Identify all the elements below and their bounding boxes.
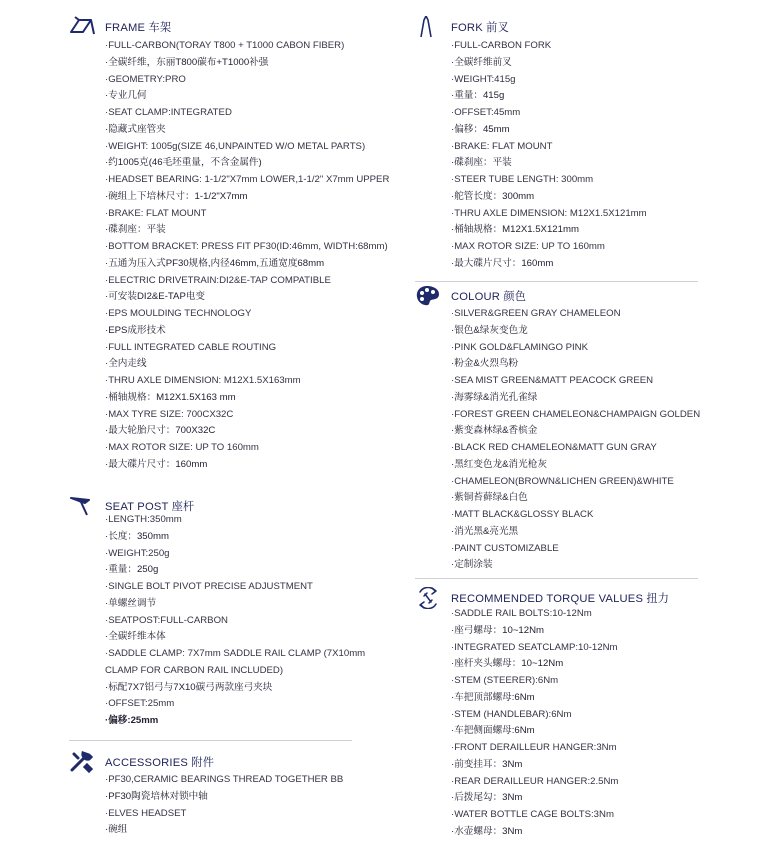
- spec-line: ·SEATPOST:FULL-CARBON: [105, 614, 228, 626]
- spec-line: ·STEM (STEERER):6Nm: [451, 675, 559, 686]
- torque-header: [415, 590, 755, 608]
- spec-line: ·SINGLE BOLT PIVOT PRECISE ADJUSTMENT: [105, 581, 313, 592]
- frame-section: [69, 19, 399, 474]
- spec-line: ·PINK GOLD&FLAMINGO PINK: [451, 341, 589, 353]
- spec-line: ·LENGTH:350mm: [105, 514, 182, 525]
- spec-line: ·STEER TUBE LENGTH: 300mm: [451, 174, 594, 185]
- spec-line: ·舵管长度：300mm: [451, 190, 535, 202]
- spec-line: ·MAX ROTOR SIZE: UP TO 160mm: [451, 241, 605, 252]
- frame-spec-list: [105, 38, 399, 474]
- spec-line: ·FULL-CARBON(TORAY T800 + T1000 CABON FIBER): [105, 40, 345, 51]
- spec-line: ·ELVES HEADSET: [105, 807, 187, 819]
- spec-line: ·OFFSET:45mm: [451, 107, 521, 118]
- wrench-screwdriver-icon: [69, 751, 95, 773]
- spec-line: ·约1005克(46毛坯重量，不含金属件): [105, 157, 262, 169]
- spec-line: ·碗组上下培林尺寸：1-1/2"X7mm: [105, 190, 248, 202]
- spec-line: ·重量：415g: [451, 90, 505, 102]
- spec-line: ·HEADSET BEARING: 1-1/2"X7mm LOWER,1-1/2" X7mm UPPER: [105, 174, 390, 185]
- left-divider: [69, 740, 352, 741]
- fork-section: [415, 19, 755, 273]
- spec-line: ·SILVER&GREEN GRAY CHAMELEON: [451, 308, 621, 319]
- spec-line: ·FRONT DERAILLEUR HANGER:3Nm: [451, 742, 617, 753]
- spec-line: ·碟刹座：平装: [451, 157, 512, 169]
- right-divider-1: [415, 281, 698, 282]
- seatpost-section: [69, 498, 399, 730]
- spec-line: ·后拨尾勾：3Nm: [451, 792, 523, 804]
- spec-line: ·桶轴规格：M12X1.5X121mm: [451, 224, 579, 236]
- fork-spec-list: [451, 38, 755, 273]
- spec-line: ·专业几何: [105, 90, 147, 102]
- spec-line: ·最大轮胎尺寸：700X32C: [105, 425, 216, 437]
- spec-line: ·碗组: [105, 824, 128, 836]
- colour-spec-list: [451, 306, 755, 574]
- spec-line: ·THRU AXLE DIMENSION: M12X1.5X121mm: [451, 207, 647, 219]
- spec-line: ·银色&绿灰变色龙: [451, 324, 528, 336]
- spec-line: ·SEAT CLAMP:INTEGRATED: [105, 107, 232, 118]
- spec-line: ·全碳纤维本体: [105, 631, 166, 643]
- spec-line: ·紫变森林绿&香槟金: [451, 425, 538, 437]
- spec-line: ·WEIGHT:250g: [105, 547, 170, 559]
- spec-line: ·偏移:25mm: [105, 715, 159, 726]
- spec-line: ·车把侧面螺母:6Nm: [451, 725, 535, 737]
- spec-line: ·紫铜苔藓绿&白色: [451, 492, 528, 504]
- right-divider-2: [415, 578, 698, 579]
- spec-line: ·PF30,CERAMIC BEARINGS THREAD TOGETHER BB: [105, 774, 344, 785]
- spec-line: ·可安装DI2&E-TAP电变: [105, 291, 206, 303]
- bike-frame-icon: [69, 16, 95, 38]
- spec-line: ·隐藏式座管夹: [105, 123, 166, 135]
- spec-line: ·最大碟片尺寸：160mm: [451, 257, 554, 269]
- torque-arrows-icon: [415, 587, 441, 609]
- spec-line: ·THRU AXLE DIMENSION: M12X1.5X163mm: [105, 375, 301, 386]
- spec-line: ·水壶螺母：3Nm: [451, 825, 523, 837]
- palette-icon: [415, 285, 441, 307]
- spec-line: ·REAR DERAILLEUR HANGER:2.5Nm: [451, 775, 619, 787]
- spec-line: ·MAX ROTOR SIZE: UP TO 160mm: [105, 442, 259, 453]
- spec-line: ·全内走线: [105, 358, 147, 370]
- torque-section: [415, 590, 755, 841]
- spec-line: ·车把顶部螺母:6Nm: [451, 691, 535, 703]
- spec-line: ·BLACK RED CHAMELEON&MATT GUN GRAY: [451, 442, 657, 453]
- spec-line: ·WEIGHT: 1005g(SIZE 46,UNPAINTED W/O METAL PARTS): [105, 140, 366, 152]
- spec-line: ·FULL-CARBON FORK: [451, 40, 552, 51]
- accessories-title: ACCESSORIES 附件: [105, 757, 215, 769]
- spec-line: ·重量：250g: [105, 564, 159, 576]
- spec-line: ·PAINT CUSTOMIZABLE: [451, 542, 559, 554]
- seatpost-header: [69, 498, 399, 516]
- spec-line: ·全碳纤维，东丽T800碳布+T1000补强: [105, 56, 269, 68]
- torque-spec-list: [451, 606, 755, 841]
- spec-line: ·MAX TYRE SIZE: 700CX32C: [105, 408, 234, 420]
- spec-line: ·SADDLE RAIL BOLTS:10-12Nm: [451, 608, 592, 619]
- spec-line: ·WEIGHT:415g: [451, 73, 516, 85]
- spec-line: ·前变挂耳：3Nm: [451, 758, 523, 770]
- frame-header: [69, 19, 399, 37]
- seat-post-icon: [69, 495, 95, 517]
- spec-line: ·INTEGRATED SEATCLAMP:10-12Nm: [451, 641, 618, 653]
- spec-line: ·全碳纤维前叉: [451, 56, 512, 68]
- seatpost-spec-list: [105, 512, 399, 730]
- spec-line: ·SADDLE CLAMP: 7X7mm SADDLE RAIL CLAMP (7X10mm: [105, 648, 366, 659]
- fork-header: [415, 19, 755, 37]
- spec-line: ·GEOMETRY:PRO: [105, 73, 186, 85]
- spec-line: ·偏移：45mm: [451, 123, 510, 135]
- colour-title: COLOUR 颜色: [451, 291, 527, 303]
- torque-title: RECOMMENDED TORQUE VALUES 扭力: [451, 593, 670, 605]
- spec-line: ·SEA MIST GREEN&MATT PEACOCK GREEN: [451, 375, 654, 386]
- seatpost-title: SEAT POST 座杆: [105, 501, 195, 513]
- spec-line: ·消光黑&亮光黑: [451, 525, 519, 537]
- frame-title: FRAME 车架: [105, 22, 172, 34]
- spec-line: CLAMP FOR CARBON RAIL INCLUDED): [105, 664, 284, 676]
- spec-line: ·单螺丝调节: [105, 597, 157, 609]
- spec-line: ·碟刹座：平装: [105, 224, 166, 236]
- spec-line: ·FULL INTEGRATED CABLE ROUTING: [105, 341, 277, 353]
- spec-line: ·EPS MOULDING TECHNOLOGY: [105, 308, 252, 319]
- spec-line: ·BOTTOM BRACKET: PRESS FIT PF30(ID:46mm, WIDTH:68mm): [105, 241, 388, 252]
- spec-line: ·BRAKE: FLAT MOUNT: [451, 140, 553, 152]
- spec-line: ·EPS成形技术: [105, 324, 166, 336]
- spec-line: ·最大碟片尺寸：160mm: [105, 458, 208, 470]
- accessories-header: [69, 754, 399, 772]
- spec-line: ·海雾绿&消光孔雀绿: [451, 391, 538, 403]
- spec-line: ·ELECTRIC DRIVETRAIN:DI2&E-TAP COMPATIBLE: [105, 274, 331, 286]
- colour-section: [415, 288, 755, 574]
- spec-line: ·STEM (HANDLEBAR):6Nm: [451, 708, 572, 720]
- spec-line: ·座杆夹头螺母：10~12Nm: [451, 658, 564, 670]
- spec-line: ·五通为压入式PF30规格,内径46mm,五通宽度68mm: [105, 257, 325, 269]
- spec-line: ·OFFSET:25mm: [105, 698, 175, 710]
- accessories-section: [69, 754, 399, 839]
- fork-icon: [415, 16, 441, 38]
- fork-title: FORK 前叉: [451, 22, 509, 34]
- spec-line: ·FOREST GREEN CHAMELEON&CHAMPAIGN GOLDEN: [451, 408, 701, 420]
- accessories-spec-list: [105, 772, 399, 839]
- spec-line: ·桶轴规格：M12X1.5X163 mm: [105, 391, 236, 403]
- spec-line: ·粉金&火烈鸟粉: [451, 358, 519, 370]
- spec-line: ·WATER BOTTLE CAGE BOLTS:3Nm: [451, 809, 614, 820]
- spec-line: ·标配7X7铝弓与7X10碳弓两款座弓夹块: [105, 681, 273, 693]
- spec-line: ·BRAKE: FLAT MOUNT: [105, 207, 207, 219]
- colour-header: [415, 288, 755, 306]
- spec-line: ·MATT BLACK&GLOSSY BLACK: [451, 509, 594, 520]
- spec-line: ·座弓螺母：10~12Nm: [451, 624, 545, 636]
- spec-line: ·长度：350mm: [105, 530, 169, 542]
- spec-line: ·CHAMELEON(BROWN&LICHEN GREEN)&WHITE: [451, 475, 674, 487]
- spec-line: ·黑红变色龙&消光枪灰: [451, 458, 547, 470]
- spec-line: ·定制涂装: [451, 559, 493, 571]
- spec-line: ·PF30陶瓷培林对锁中轴: [105, 790, 208, 802]
